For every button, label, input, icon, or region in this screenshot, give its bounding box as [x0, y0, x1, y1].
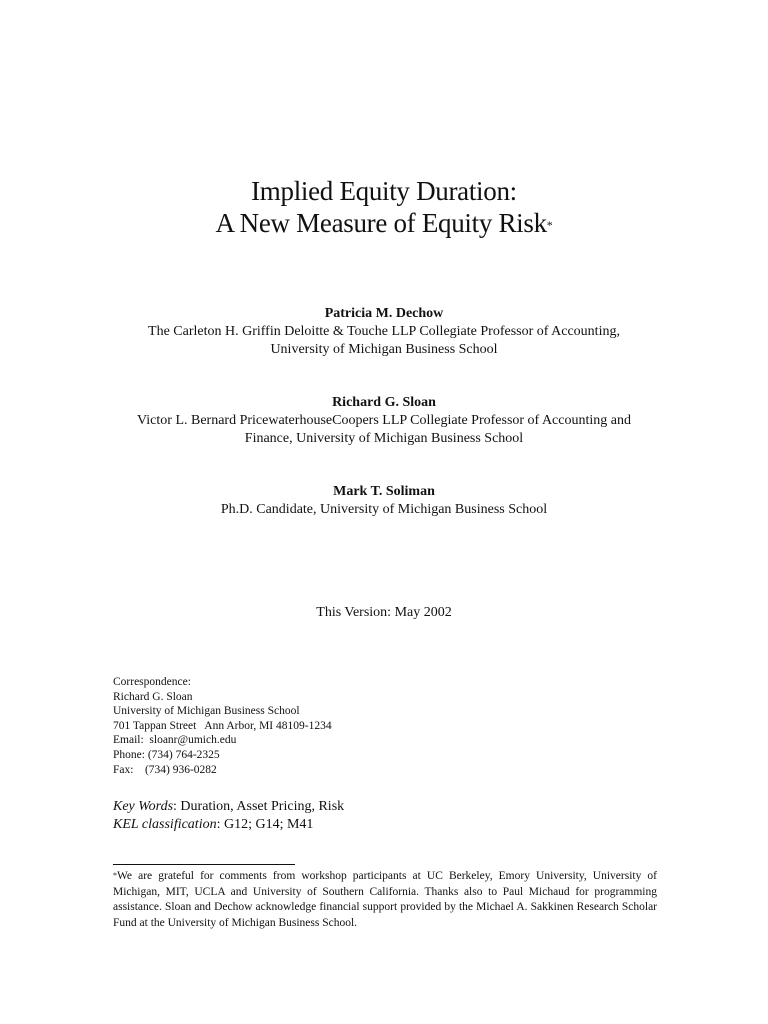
author-block-dechow [0, 305, 768, 359]
author-block-sloan [0, 394, 768, 448]
paper-title-line-1: Implied Equity Duration: [251, 176, 517, 206]
correspondence-address: 701 Tappan Street Ann Arbor, MI 48109-1234 [113, 719, 332, 732]
version-date: This Version: May 2002 [316, 605, 452, 620]
correspondence-heading: Correspondence: [113, 676, 191, 688]
correspondence-institution: University of Michigan Business School [113, 705, 300, 718]
paper-title-line-2-text: A New Measure of Equity Risk [215, 208, 547, 238]
correspondence-email: Email: sloanr@umich.edu [113, 734, 237, 747]
correspondence-fax: Fax: (734) 936-0282 [113, 763, 217, 776]
keywords-label: Key Words [113, 799, 174, 814]
keywords-block [113, 798, 344, 834]
correspondence-name: Richard G. Sloan [113, 690, 193, 703]
correspondence-block [113, 675, 332, 777]
jel-value: : G12; G14; M41 [216, 817, 314, 832]
author-name: Richard G. Sloan [332, 395, 436, 410]
footnote-text: We are grateful for comments from workshop participants at UC Berkeley, Emory University, University of Michigan, MIT, UCLA and University of Southern California. Thanks also to Paul Michaud for programming assistance. Sloan and Dechow acknowledge financial support provided by the Michael A. Sakkinen Research Scholar Fund at the University of Michigan Business School. [113, 870, 657, 929]
keywords-value: : Duration, Asset Pricing, Risk [173, 799, 345, 814]
footnote [113, 869, 657, 931]
author-affiliation: Victor L. Bernard PricewaterhouseCoopers LLP Collegiate Professor of Accounting and [137, 413, 631, 428]
author-block-soliman [0, 483, 768, 519]
author-name: Mark T. Soliman [333, 484, 435, 499]
title-footnote-marker: * [546, 218, 553, 232]
author-name: Patricia M. Dechow [324, 306, 444, 321]
jel-label: KEL classification [113, 817, 217, 832]
author-affiliation: University of Michigan Business School [270, 342, 498, 357]
author-affiliation: Finance, University of Michigan Business School [244, 431, 524, 446]
author-affiliation: Ph.D. Candidate, University of Michigan Business School [220, 502, 548, 517]
footnote-divider [113, 864, 295, 865]
footnote-marker: * [113, 871, 117, 880]
correspondence-phone: Phone: (734) 764-2325 [113, 748, 220, 761]
author-affiliation: The Carleton H. Griffin Deloitte & Touche LLP Collegiate Professor of Accounting, [148, 324, 620, 339]
paper-title-line-2 [0, 207, 768, 239]
keywords-line [113, 798, 344, 816]
jel-line [113, 816, 344, 834]
